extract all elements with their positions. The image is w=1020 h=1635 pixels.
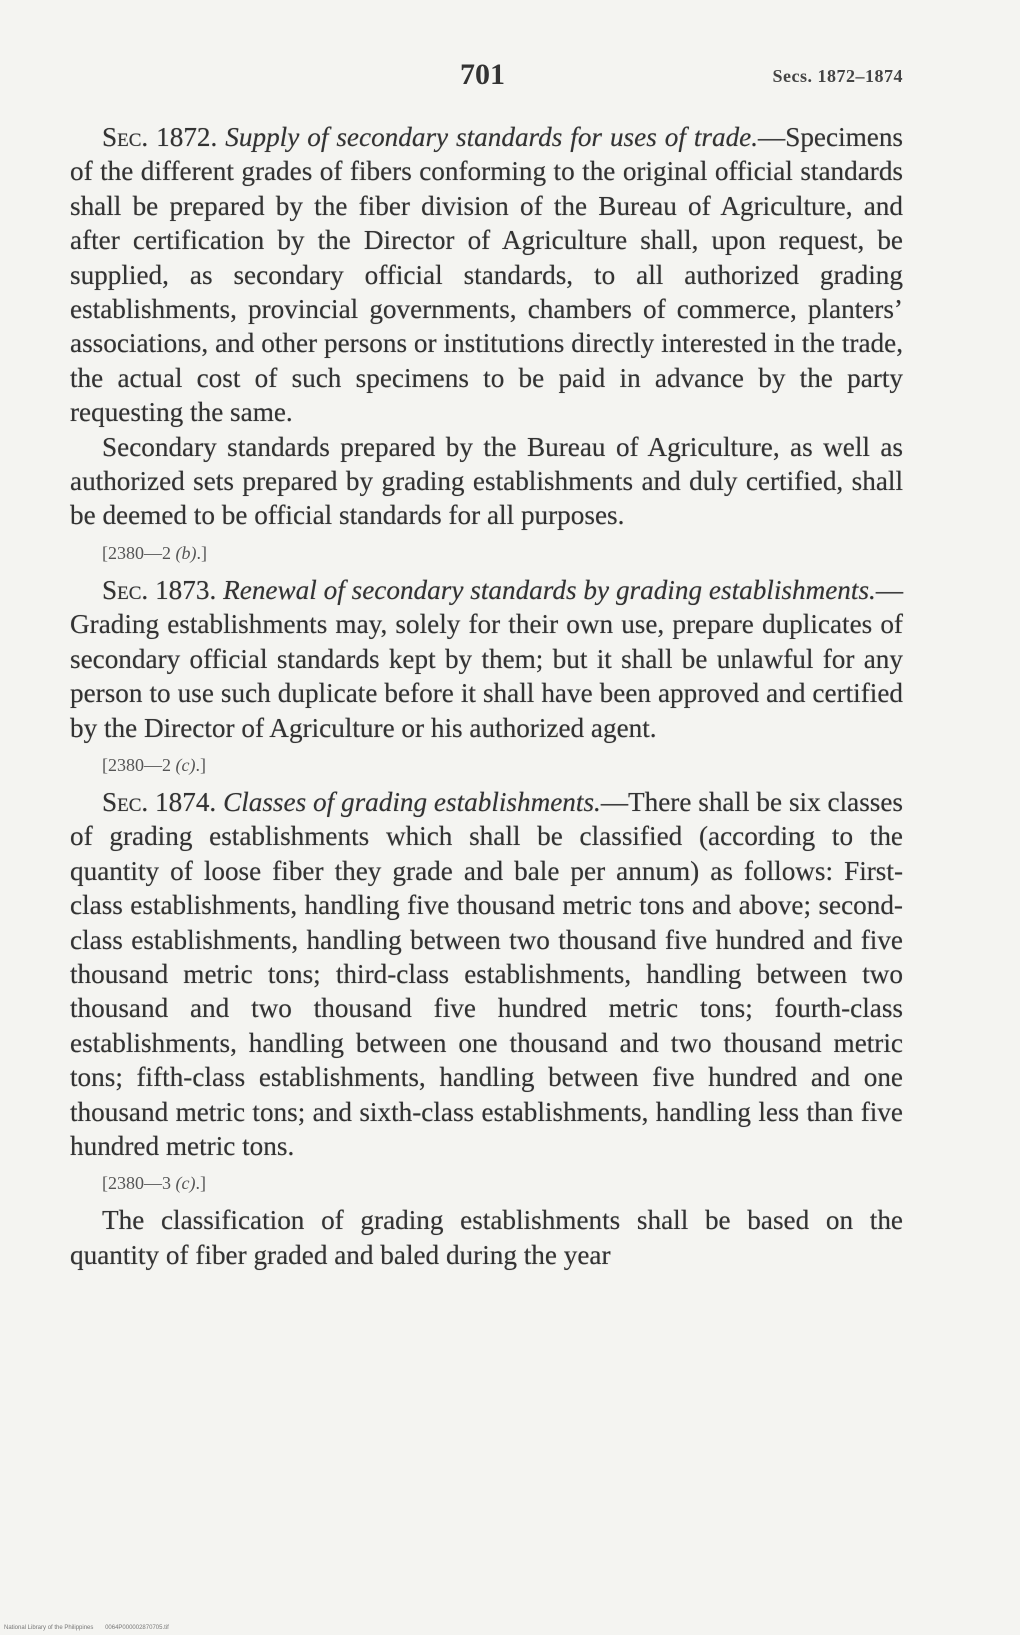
- citation-letter: (c): [175, 1173, 196, 1194]
- footer-library: National Library of the Philippines: [4, 1625, 94, 1631]
- citation-letter: (c): [175, 754, 196, 775]
- section-1873-paragraph: [70, 573, 903, 745]
- page-number: 701: [460, 58, 505, 91]
- section-1874-paragraph: [70, 785, 903, 1163]
- section-title: Classes of grading establishments.: [223, 786, 601, 817]
- citation-end: .]: [195, 1173, 206, 1194]
- body-text: [70, 120, 903, 1272]
- section-title: Supply of secondary standards for uses of trade.: [225, 122, 759, 152]
- section-1872-paragraph: [70, 120, 903, 430]
- section-label: Sec. 1872.: [102, 122, 218, 152]
- section-text: —There shall be six classes of grading establishments which shall be classified (according to the quantity of loose fiber they grade and bale per annum) as follows: First-class establishments, handling five thousand metric tons and above; second-class establishments, handling between two thousand five hundred and five thousand metric tons; third-class establishments, handling between two thousand and two thousand five hundred metric tons; fourth-class establishments, handling between one thousand and two thousand metric tons; fifth-class establishments, handling between five hundred and one thousand metric tons; and sixth-class establishments, handling less than five hundred metric tons.: [70, 786, 904, 1161]
- citation-number: [2380—3: [102, 1173, 171, 1194]
- section-1874-paragraph-2: The classification of grading establishments shall be based on the quantity of fiber graded and baled during the year: [70, 1205, 903, 1270]
- running-head: Secs. 1872–1874: [772, 66, 903, 86]
- document-page: [70, 58, 903, 1272]
- section-text: —Grading establishments may, solely for their own use, prepare duplicates of secondary official standards kept by them; but it shall be unlawful for any person to use such duplicate before it shall have been approved and certified by the Director of Agriculture or his authorized agent.: [70, 574, 904, 743]
- citation-end: .]: [196, 542, 207, 563]
- citation-1873: [102, 753, 903, 777]
- scan-footer: [4, 1625, 179, 1631]
- citation-number: [2380—2: [102, 754, 171, 775]
- citation-letter: (b): [175, 542, 197, 563]
- section-label: Sec. 1873.: [102, 574, 217, 605]
- citation-1874: [102, 1171, 903, 1195]
- section-text: —Specimens of the different grades of fibers conforming to the original official standards shall be prepared by the fiber division of the Bureau of Agriculture, and after certification by the Director of Agriculture shall, upon request, be supplied, as secondary official standards, to all authorized grading establishments, provincial governments, chambers of commerce, planters’ associations, and other persons or institutions directly interested in the trade, the actual cost of such specimens to be paid in advance by the party requesting the same.: [70, 122, 904, 428]
- page-header: [70, 58, 903, 102]
- citation-end: .]: [195, 754, 206, 775]
- citation-1872: [102, 541, 903, 565]
- section-title: Renewal of secondary standards by grading establishments.: [223, 574, 876, 605]
- footer-file-id: 0064P000002870705.tif: [105, 1625, 169, 1631]
- section-label: Sec. 1874.: [102, 786, 217, 817]
- section-1872-paragraph-2: Secondary standards prepared by the Bureau of Agriculture, as well as authorized sets prepared by grading establishments and duly certified, shall be deemed to be official standards for all purposes.: [70, 431, 903, 531]
- citation-number: [2380—2: [102, 542, 171, 563]
